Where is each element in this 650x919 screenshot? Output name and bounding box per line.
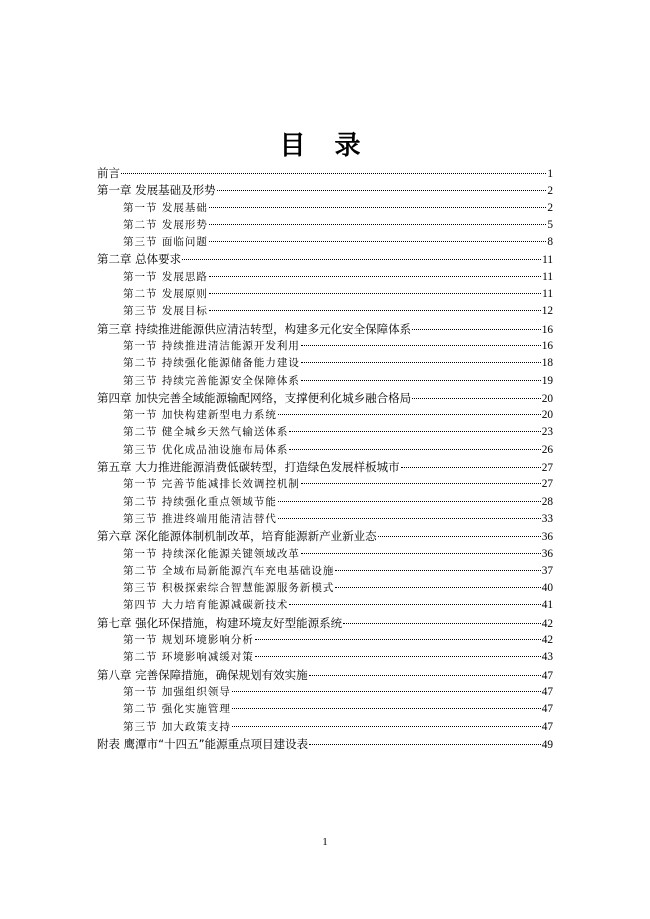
toc-section-entry[interactable] xyxy=(97,632,553,649)
toc-dot-leader xyxy=(335,587,540,588)
toc-entry-label: 第三章 持续推进能源供应清洁转型，构建多元化安全保障体系 xyxy=(97,321,412,336)
toc-section-entry[interactable] xyxy=(97,407,553,424)
toc-dot-leader xyxy=(182,259,541,260)
toc-chapter-entry[interactable] xyxy=(97,165,553,182)
toc-dot-leader xyxy=(232,708,541,709)
toc-entry-page: 42 xyxy=(541,634,553,647)
toc-entry-page: 11 xyxy=(542,288,553,301)
toc-chapter-entry[interactable] xyxy=(97,251,553,268)
toc-entry-page: 18 xyxy=(541,357,553,370)
toc-entry-label: 第一节 规划环境影响分析 xyxy=(123,634,254,647)
toc-entry-label: 第三节 持续完善能源安全保障体系 xyxy=(123,374,300,387)
toc-entry-label: 第三节 面临问题 xyxy=(123,236,208,249)
toc-entry-label: 第五章 大力推进能源消费低碳转型，打造绿色发展样板城市 xyxy=(97,460,400,475)
toc-entry-label: 第一章 发展基础及形势 xyxy=(97,183,216,198)
toc-entry-label: 第一节 发展基础 xyxy=(123,201,208,214)
toc-section-entry[interactable] xyxy=(97,217,553,234)
toc-section-entry[interactable] xyxy=(97,719,553,736)
toc-entry-page: 43 xyxy=(541,651,553,664)
toc-entry-label: 第一节 持续深化能源关键领域改革 xyxy=(123,547,300,560)
toc-section-entry[interactable] xyxy=(97,200,553,217)
toc-section-entry[interactable] xyxy=(97,476,553,493)
toc-section-entry[interactable] xyxy=(97,442,553,459)
toc-entry-page: 2 xyxy=(547,185,553,198)
toc-dot-leader xyxy=(121,173,546,174)
toc-chapter-entry[interactable] xyxy=(97,667,553,684)
toc-entry-page: 47 xyxy=(541,720,553,733)
toc-entry-page: 11 xyxy=(542,254,553,267)
toc-dot-leader xyxy=(301,483,541,484)
toc-entry-label: 第三节 加大政策支持 xyxy=(123,720,231,733)
toc-entry-page: 42 xyxy=(541,617,553,630)
toc-dot-leader xyxy=(412,329,541,330)
toc-entry-label: 第二节 发展原则 xyxy=(123,288,208,301)
toc-entry-label: 第一节 发展思路 xyxy=(123,270,208,283)
toc-section-entry[interactable] xyxy=(97,701,553,718)
toc-entry-label: 第二节 持续强化能源储备能力建设 xyxy=(123,357,300,370)
toc-entry-label: 第八章 完善保障措施，确保规划有效实施 xyxy=(97,667,308,682)
toc-dot-leader xyxy=(301,553,541,554)
toc-entry-label: 第一节 加强组织领导 xyxy=(123,685,231,698)
toc-dot-leader xyxy=(343,623,541,624)
toc-entry-label: 第三节 优化成品油设施布局体系 xyxy=(123,443,289,456)
toc-entry-page: 36 xyxy=(541,547,553,560)
toc-dot-leader xyxy=(232,726,541,727)
toc-dot-leader xyxy=(209,276,541,277)
toc-chapter-entry[interactable] xyxy=(97,528,553,545)
toc-entry-page: 36 xyxy=(541,531,553,544)
toc-entry-label: 前言 xyxy=(97,166,120,180)
toc-dot-leader xyxy=(209,310,541,311)
toc-entry-page: 33 xyxy=(541,512,553,525)
toc-entry-label: 第二节 强化实施管理 xyxy=(123,703,231,716)
toc-dot-leader xyxy=(412,398,541,399)
toc-entry-page: 47 xyxy=(541,703,553,716)
toc-dot-leader xyxy=(289,604,540,605)
toc-entry-page: 47 xyxy=(541,685,553,698)
toc-section-entry[interactable] xyxy=(97,234,553,251)
toc-chapter-entry[interactable] xyxy=(97,459,553,476)
toc-entry-page: 5 xyxy=(547,218,553,231)
toc-entry-label: 第一节 加快构建新型电力系统 xyxy=(123,409,277,422)
toc-entry-label: 第二节 持续强化重点领域节能 xyxy=(123,495,277,508)
toc-dot-leader xyxy=(255,656,541,657)
toc-entry-page: 41 xyxy=(541,599,553,612)
toc-section-entry[interactable] xyxy=(97,338,553,355)
toc-entry-page: 8 xyxy=(547,236,553,249)
toc-dot-leader xyxy=(301,362,541,363)
toc-section-entry[interactable] xyxy=(97,511,553,528)
toc-entry-page: 11 xyxy=(542,270,553,283)
toc-entry-label: 第二节 环境影响减缓对策 xyxy=(123,651,254,664)
toc-chapter-entry[interactable] xyxy=(97,182,553,199)
toc-dot-leader xyxy=(278,501,541,502)
toc-entry-label: 第七章 强化环保措施，构建环境友好型能源系统 xyxy=(97,615,343,630)
toc-entry-page: 26 xyxy=(541,443,553,456)
toc-dot-leader xyxy=(232,691,541,692)
toc-entry-page: 20 xyxy=(541,409,553,422)
toc-dot-leader xyxy=(301,345,541,346)
page-title: 目 录 xyxy=(279,131,371,161)
toc-entry-label: 第二节 健全城乡天然气输送体系 xyxy=(123,426,289,439)
toc-entry-page: 40 xyxy=(541,582,553,595)
toc-section-entry[interactable] xyxy=(97,286,553,303)
toc-section-entry[interactable] xyxy=(97,424,553,441)
toc-section-entry[interactable] xyxy=(97,303,553,320)
toc-section-entry[interactable] xyxy=(97,649,553,666)
toc-entry-page: 23 xyxy=(541,426,553,439)
toc-entry-page: 12 xyxy=(541,305,553,318)
toc-dot-leader xyxy=(209,241,547,242)
toc-entry-page: 27 xyxy=(541,478,553,491)
toc-entry-page: 2 xyxy=(547,201,553,214)
toc-section-entry[interactable] xyxy=(97,580,553,597)
page-number: 1 xyxy=(322,836,328,848)
toc-dot-leader xyxy=(335,570,540,571)
toc-dot-leader xyxy=(401,467,541,468)
toc-dot-leader xyxy=(278,414,541,415)
toc-entry-label: 第一节 持续推进清洁能源开发利用 xyxy=(123,339,300,352)
toc-entry-label: 第三节 发展目标 xyxy=(123,305,208,318)
toc-dot-leader xyxy=(278,518,541,519)
toc-section-entry[interactable] xyxy=(97,563,553,580)
toc-entry-page: 49 xyxy=(541,738,553,751)
toc-entry-page: 16 xyxy=(541,323,553,336)
toc-chapter-entry[interactable] xyxy=(97,321,553,338)
toc-section-entry[interactable] xyxy=(97,355,553,372)
toc-entry-label: 第三节 积极探索综合智慧能源服务新模式 xyxy=(123,582,335,595)
toc-dot-leader xyxy=(209,293,541,294)
toc-entry-label: 第二章 总体要求 xyxy=(97,252,182,267)
toc-entry-label: 附表 鹰潭市“十四五”能源重点项目建设表 xyxy=(97,736,309,751)
toc-dot-leader xyxy=(209,224,547,225)
toc-entry-label: 第四节 大力培育能源减碳新技术 xyxy=(123,599,289,612)
toc-entry-label: 第一节 完善节能减排长效调控机制 xyxy=(123,478,300,491)
toc-entry-label: 第六章 深化能源体制机制改革，培育能源新产业新业态 xyxy=(97,529,377,544)
toc-entry-page: 16 xyxy=(541,339,553,352)
toc-chapter-entry[interactable] xyxy=(97,390,553,407)
toc-entry-page: 1 xyxy=(547,168,553,180)
toc-entry-label: 第三节 推进终端用能清洁替代 xyxy=(123,512,277,525)
toc-dot-leader xyxy=(255,639,541,640)
toc-entry-page: 19 xyxy=(541,374,553,387)
toc-entry-page: 28 xyxy=(541,495,553,508)
toc-dot-leader xyxy=(301,380,541,381)
toc-entry-page: 47 xyxy=(541,669,553,682)
toc-dot-leader xyxy=(209,207,547,208)
table-of-contents xyxy=(97,165,553,753)
toc-section-entry[interactable] xyxy=(97,546,553,563)
toc-entry-page: 27 xyxy=(541,462,553,475)
toc-chapter-entry[interactable] xyxy=(97,615,553,632)
toc-entry-label: 第二节 全域布局新能源汽车充电基础设施 xyxy=(123,564,335,577)
toc-dot-leader xyxy=(217,190,547,191)
toc-dot-leader xyxy=(309,675,541,676)
toc-entry-page: 37 xyxy=(541,564,553,577)
toc-entry-label: 第四章 加快完善全域能源输配网络，支撑便利化城乡融合格局 xyxy=(97,390,412,405)
toc-section-entry[interactable] xyxy=(97,494,553,511)
toc-dot-leader xyxy=(289,431,540,432)
toc-dot-leader xyxy=(309,744,541,745)
toc-section-entry[interactable] xyxy=(97,597,553,614)
toc-section-entry[interactable] xyxy=(97,684,553,701)
toc-dot-leader xyxy=(378,536,541,537)
toc-dot-leader xyxy=(289,449,540,450)
toc-chapter-entry[interactable] xyxy=(97,736,553,753)
toc-entry-label: 第二节 发展形势 xyxy=(123,218,208,231)
toc-entry-page: 20 xyxy=(541,392,553,405)
toc-section-entry[interactable] xyxy=(97,269,553,286)
toc-section-entry[interactable] xyxy=(97,373,553,390)
